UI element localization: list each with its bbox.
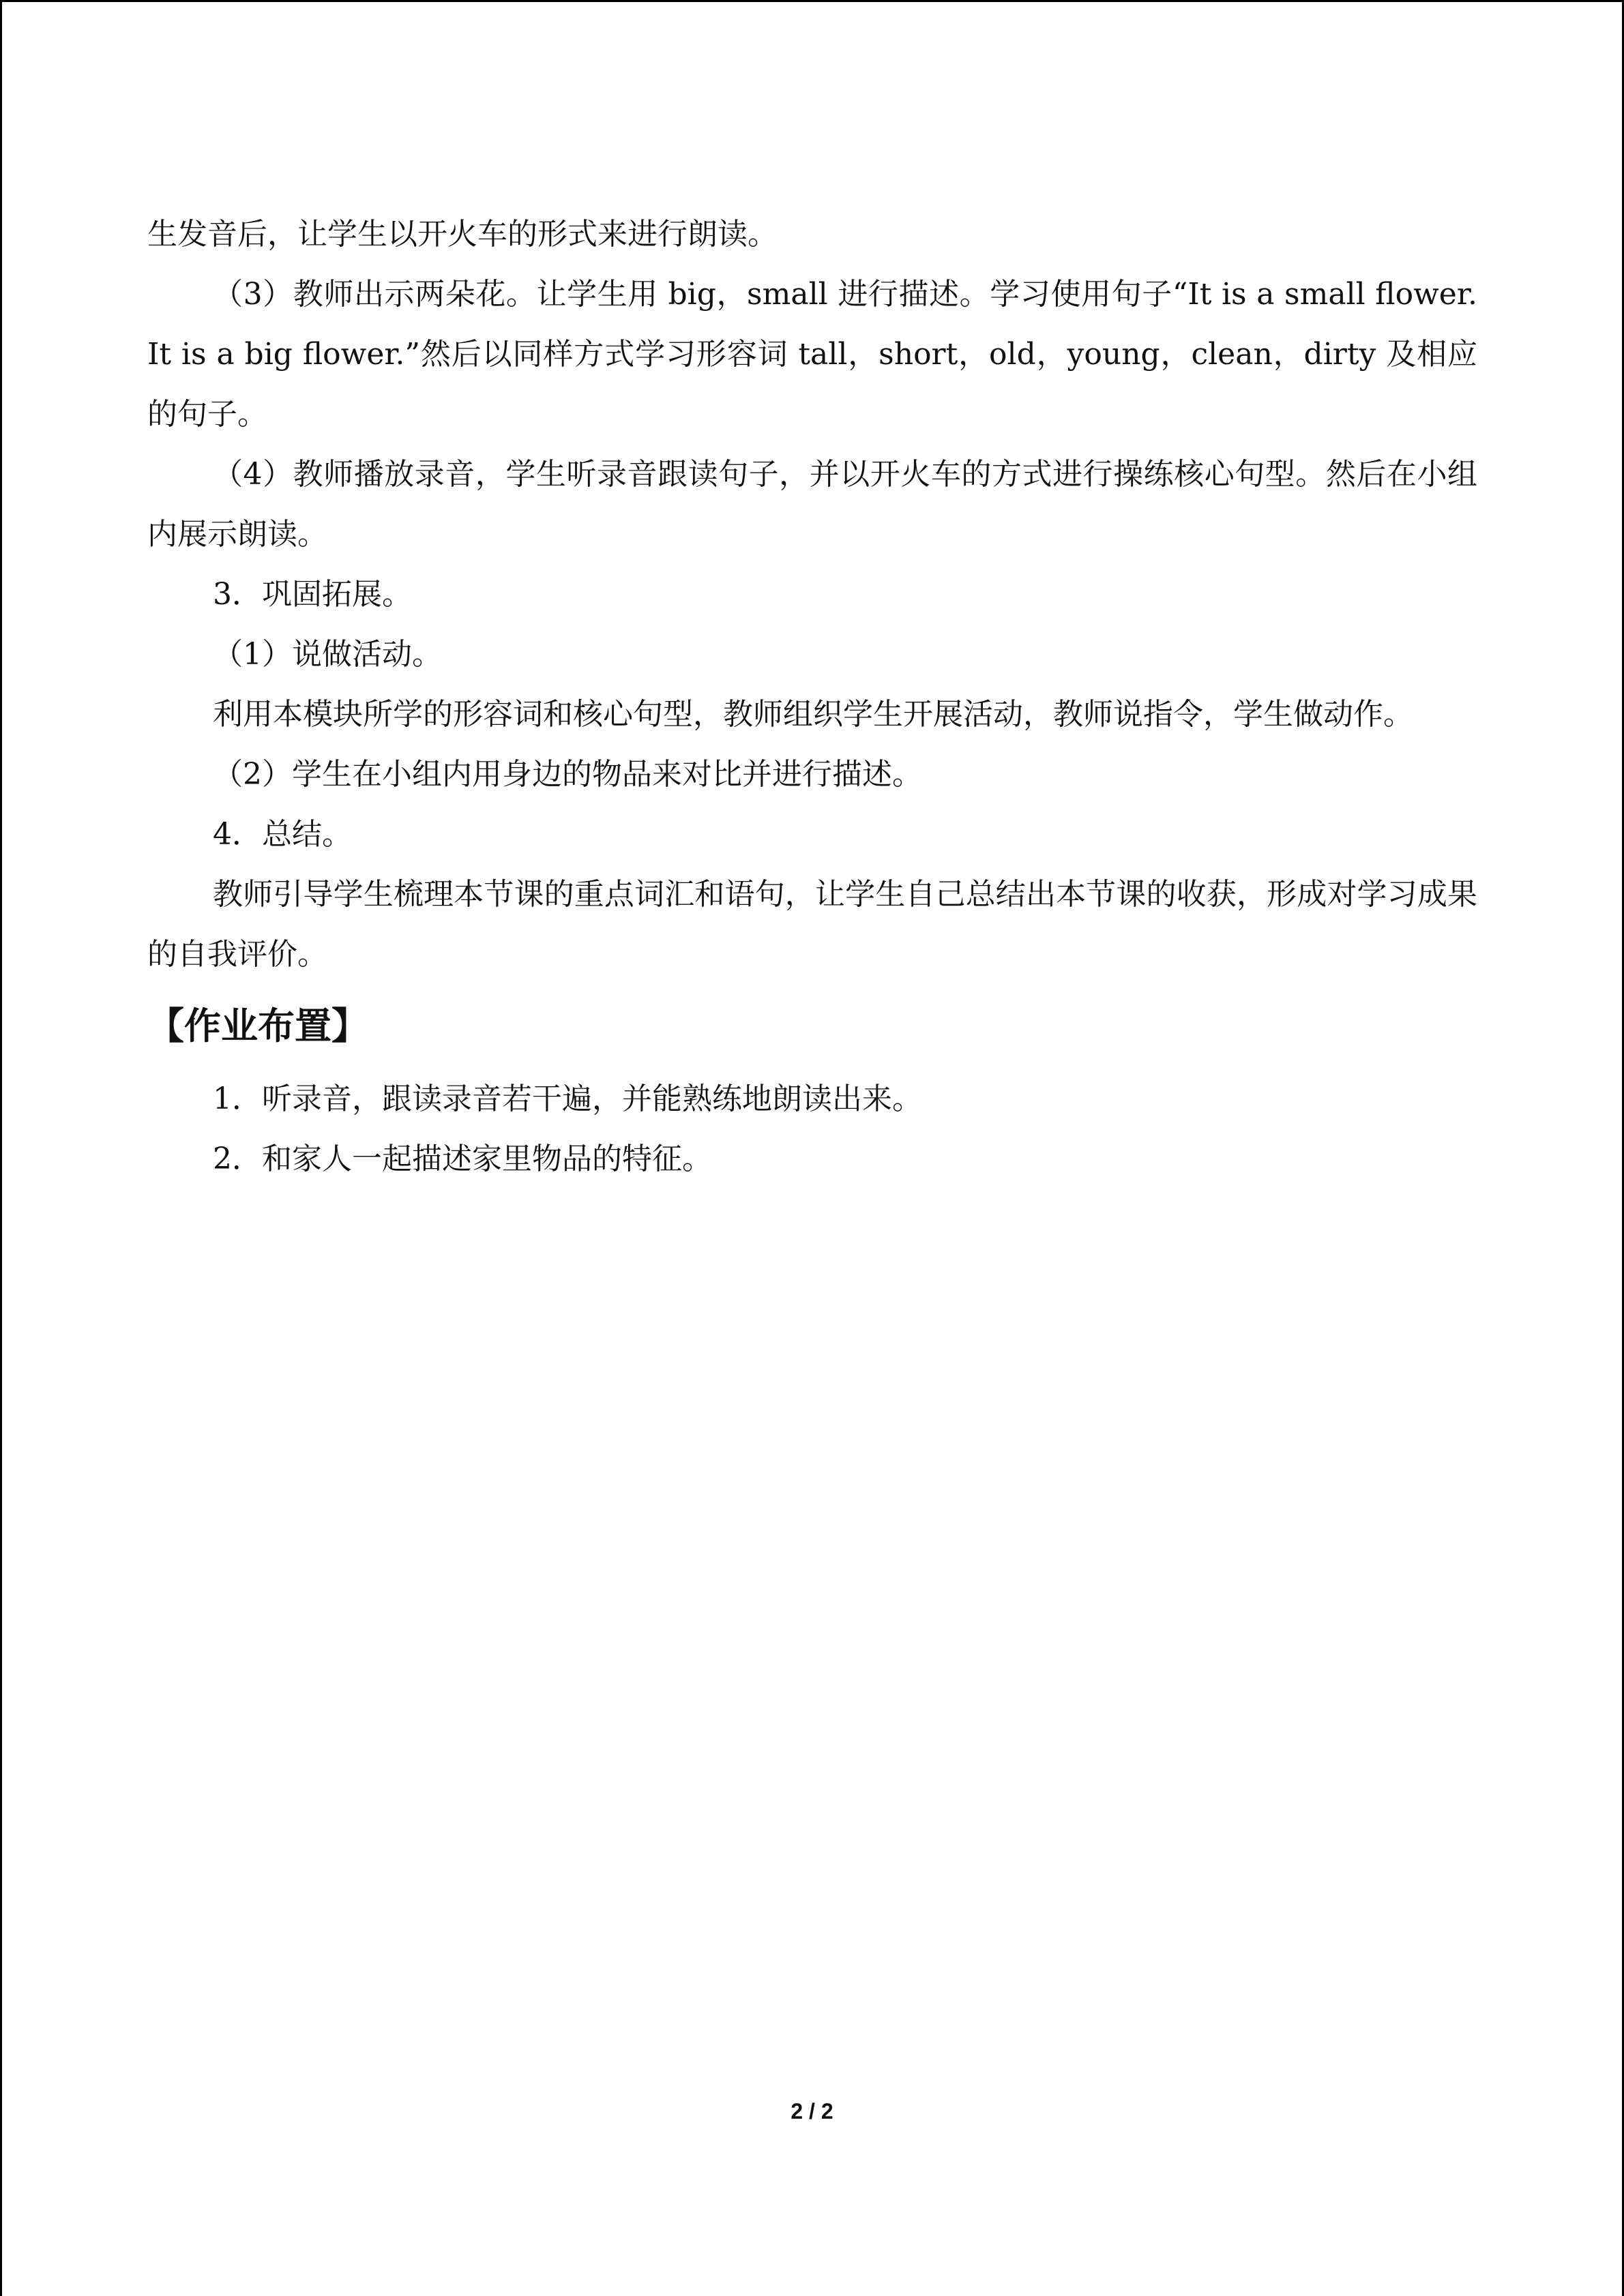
document-body bbox=[147, 205, 1477, 1189]
paragraph-step-3: （3）教师出示两朵花。让学生用 big，small 进行描述。学习使用句子“It is a small flower. It is a big flower.”然后以同样方式学习形容词 tall，short，old，young，clean，dirty 及相应的句子。 bbox=[147, 277, 1477, 432]
paragraph-activity-2: （2）学生在小组内用身边的物品来对比并进行描述。 bbox=[213, 757, 922, 792]
paragraph-activity-1: （1）说做活动。 bbox=[213, 637, 442, 672]
paragraph-continued: 生发音后，让学生以开火车的形式来进行朗读。 bbox=[147, 217, 778, 252]
homework-item-2: 2．和家人一起描述家里物品的特征。 bbox=[213, 1142, 712, 1176]
homework-heading: 【作业布置】 bbox=[147, 1004, 368, 1047]
paragraph-activity-desc: 利用本模块所学的形容词和核心句型，教师组织学生开展活动，教师说指令，学生做动作。 bbox=[213, 697, 1413, 732]
page-number: 2 / 2 bbox=[791, 2099, 833, 2123]
paragraph-step-4: （4）教师播放录音，学生听录音跟读句子，并以开火车的方式进行操练核心句型。然后在小组内展示朗读。 bbox=[147, 457, 1477, 552]
homework-item-1: 1．听录音，跟读录音若干遍，并能熟练地朗读出来。 bbox=[213, 1082, 922, 1116]
section-consolidation: 3．巩固拓展。 bbox=[213, 577, 412, 612]
paragraph-summary-desc: 教师引导学生梳理本节课的重点词汇和语句，让学生自己总结出本节课的收获，形成对学习成果的自我评价。 bbox=[147, 877, 1477, 972]
section-summary: 4．总结。 bbox=[213, 817, 352, 852]
